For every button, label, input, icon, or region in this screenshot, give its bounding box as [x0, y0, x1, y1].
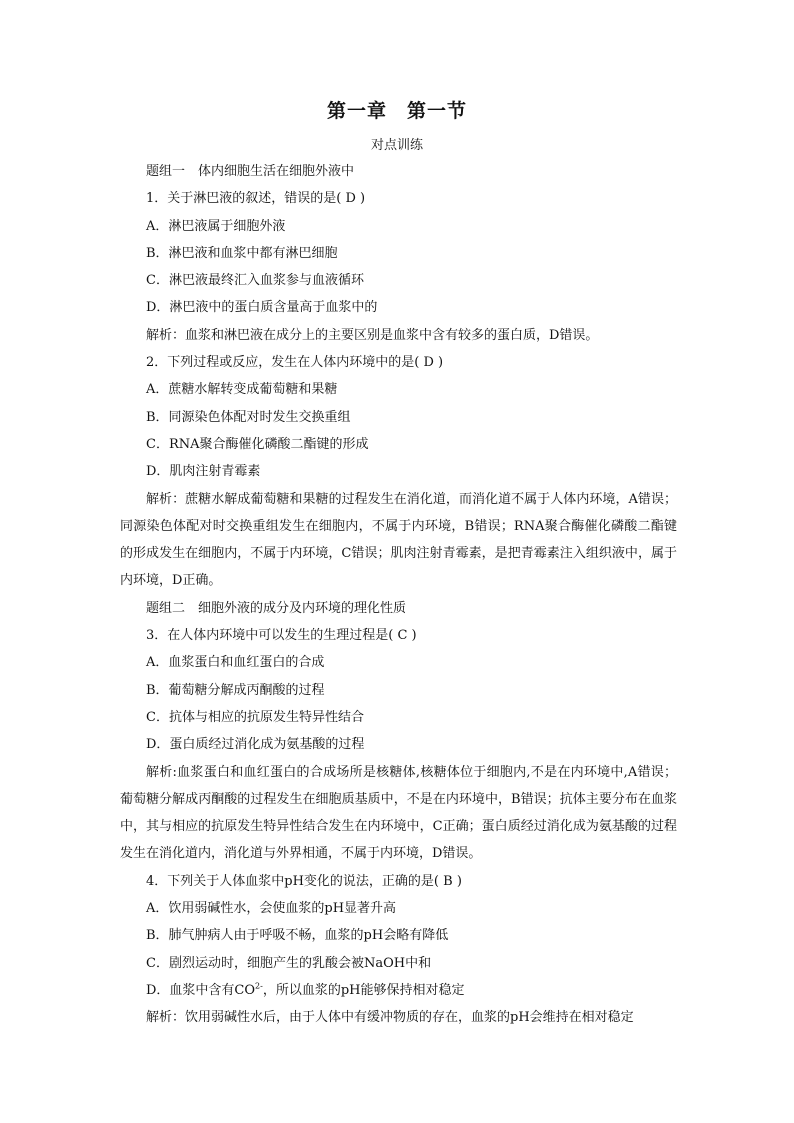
analysis: 解析：蔗糖水解成葡萄糖和果糖的过程发生在消化道，而消化道不属于人体内环境，A错误；同源染色体配对时交换重组发生在细胞内，不属于内环境，B错误；RNA聚合酶催化磷酸二酯键的形成发生在细胞内，不属于内环境，C错误；肌肉注射青霉素，是把青霉素注入组织液中，属于内环境，D正确。 — [120, 491, 677, 589]
option: B．淋巴液和血浆中都有淋巴细胞 — [146, 245, 338, 261]
group-heading: 题组一 体内细胞生活在细胞外液中 — [146, 164, 355, 179]
document-body — [120, 158, 677, 1032]
option: D．肌肉注射青霉素 — [146, 464, 261, 480]
option-d — [120, 977, 677, 1004]
option: A．饮用弱碱性水，会使血浆的pH显著升高 — [146, 901, 397, 917]
group-heading: 题组二 细胞外液的成分及内环境的理化性质 — [146, 600, 407, 616]
option: B．葡萄糖分解成丙酮酸的过程 — [146, 682, 325, 698]
analysis: 解析：饮用弱碱性水后，由于人体中有缓冲物质的存在，血浆的pH会维持在相对稳定 — [146, 1010, 634, 1026]
option-d-superscript: 2- — [255, 981, 263, 991]
option-d-prefix: D．血浆中含有CO — [146, 982, 256, 998]
analysis: 解析：血浆和淋巴液在成分上的主要区别是血浆中含有较多的蛋白质，D错误。 — [146, 327, 599, 343]
question-stem: 4．下列关于人体血浆中pH变化的说法，正确的是( B ) — [146, 873, 462, 889]
section-subtitle: 对点训练 — [370, 138, 423, 153]
option: A．蔗糖水解转变成葡萄糖和果糖 — [146, 382, 338, 398]
chapter-title: 第一章 第一节 — [326, 100, 467, 122]
option: A．血浆蛋白和血红蛋白的合成 — [146, 655, 325, 671]
option: B．肺气肿病人由于呼吸不畅，血浆的pH会略有降低 — [146, 928, 449, 944]
option-d-suffix: ，所以血浆的pH能够保持相对稳定 — [262, 982, 465, 998]
option: C．RNA聚合酶催化磷酸二酯键的形成 — [146, 436, 369, 452]
question-stem: 3．在人体内环境中可以发生的生理过程是( C ) — [146, 628, 417, 644]
option: C．剧烈运动时，细胞产生的乳酸会被NaOH中和 — [146, 955, 432, 971]
question-stem: 2．下列过程或反应，发生在人体内环境中的是( D ) — [146, 355, 444, 371]
option: B．同源染色体配对时发生交换重组 — [146, 409, 351, 425]
question-stem: 1．关于淋巴液的叙述，错误的是( D ) — [146, 191, 366, 207]
option: D．蛋白质经过消化成为氨基酸的过程 — [146, 737, 365, 753]
option: C．抗体与相应的抗原发生特异性结合 — [146, 709, 364, 725]
option: C．淋巴液最终汇入血浆参与血液循环 — [146, 273, 364, 289]
option: A．淋巴液属于细胞外液 — [146, 218, 286, 234]
option: D．淋巴液中的蛋白质含量高于血浆中的 — [146, 300, 378, 316]
analysis: 解析:血浆蛋白和血红蛋白的合成场所是核糖体,核糖体位于细胞内,不是在内环境中,A错误；葡萄糖分解成丙酮酸的过程发生在细胞质基质中，不是在内环境中，B错误；抗体主要分布在血浆中，其与相应的抗原发生特异性结合发生在内环境中，C正确；蛋白质经过消化成为氨基酸的过程发生在消化道内，消化道与外界相通，不属于内环境，D错误。 — [120, 764, 677, 862]
